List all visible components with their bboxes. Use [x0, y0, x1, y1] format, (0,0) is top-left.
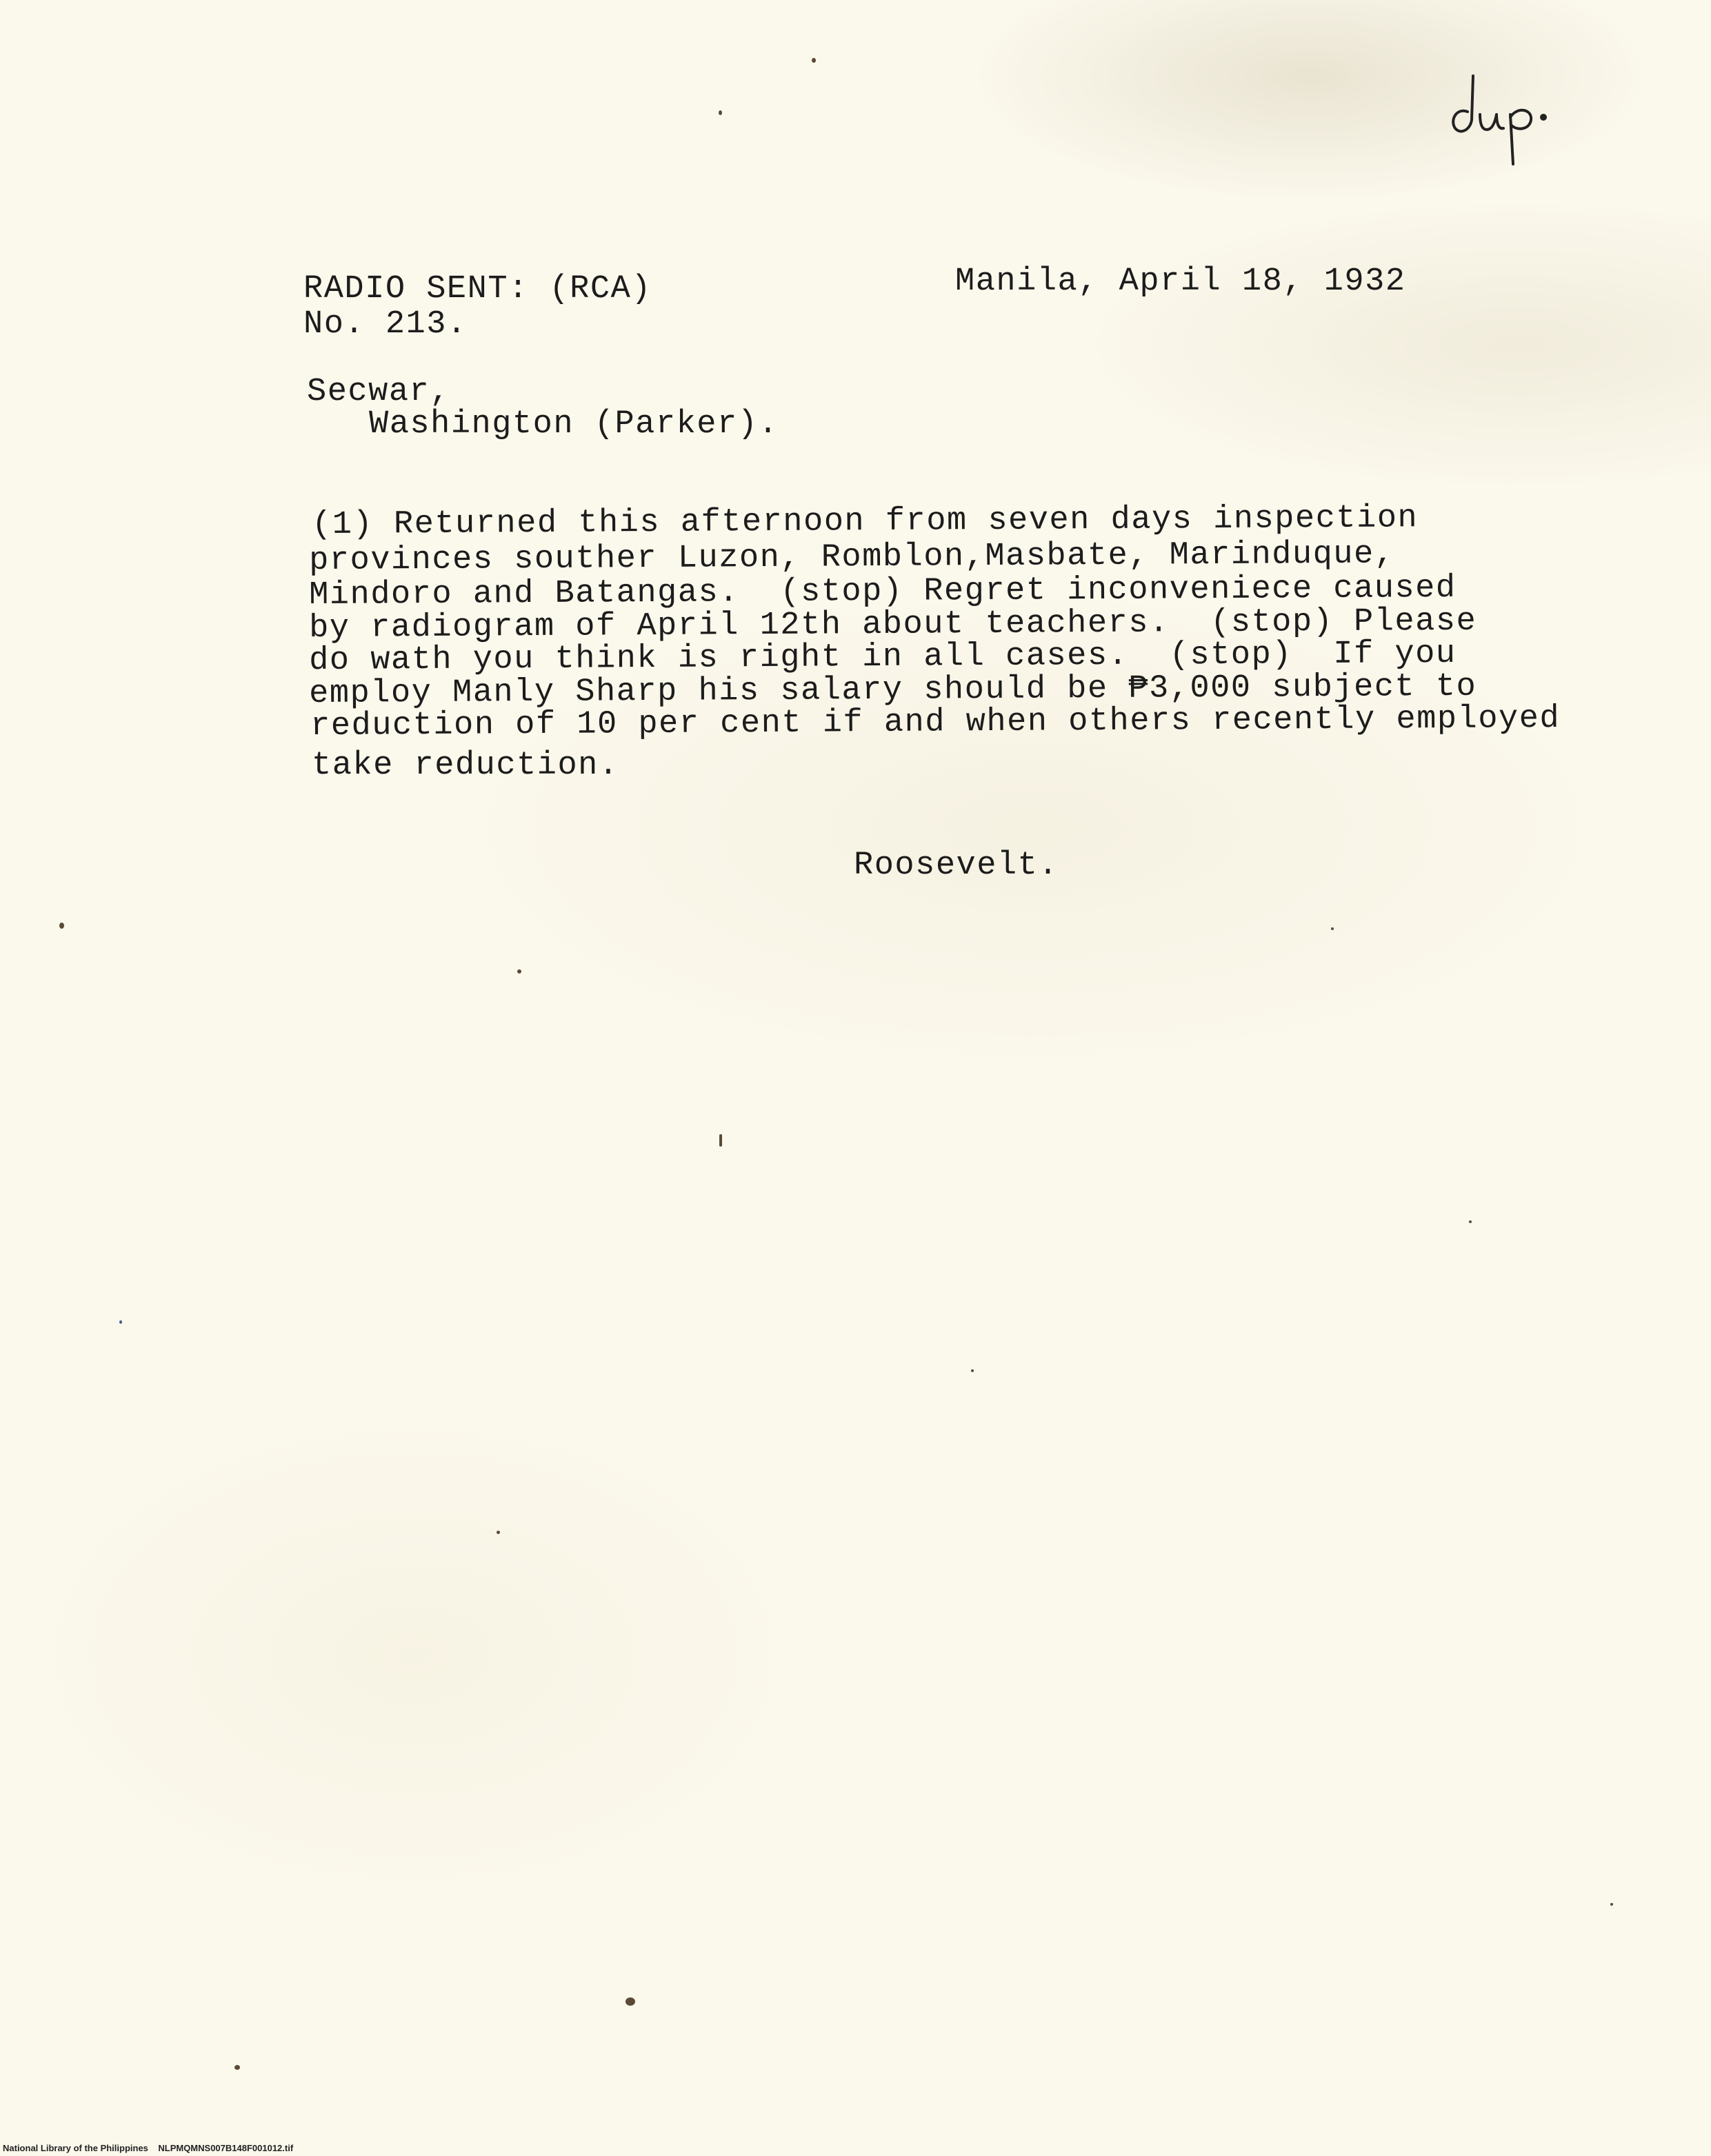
archive-stamp: National Library of the Philippines NLPMQMNS007B148F001012.tif	[3, 2143, 294, 2153]
paper-speck	[234, 2065, 240, 2070]
handwritten-annotation-icon	[1441, 48, 1572, 165]
paper-speck	[497, 1531, 500, 1534]
paper-speck	[719, 110, 722, 115]
radio-number: No. 213.	[303, 306, 468, 343]
paper-speck	[119, 1320, 122, 1324]
signature: Roosevelt.	[854, 847, 1059, 884]
addressee-line-1: Secwar,	[307, 374, 450, 410]
body-line: reduction of 10 per cent if and when others recently employed	[310, 700, 1561, 745]
radio-sent-heading: RADIO SENT: (RCA)	[303, 271, 652, 308]
body-line: employ Manly Sharp his salary should be ₱3,000 subject to	[308, 668, 1477, 712]
dateline: Manila, April 18, 1932	[955, 263, 1406, 300]
paper-speck	[1331, 927, 1334, 930]
body-line: take reduction.	[312, 747, 619, 784]
paper-speck	[1610, 1903, 1613, 1906]
paper-speck	[971, 1369, 974, 1372]
body-line: (1) Returned this afternoon from seven days inspection	[311, 500, 1419, 543]
paper-speck	[59, 923, 64, 929]
paper-speck	[517, 969, 521, 974]
paper-speck	[812, 58, 816, 63]
addressee-line-2: Washington (Parker).	[369, 406, 779, 443]
body-line: Mindoro and Batangas. (stop) Regret inconveniece caused	[308, 570, 1457, 614]
body-line: provinces souther Luzon, Romblon,Masbate, Marinduque,	[308, 536, 1395, 579]
paper-speck	[719, 1134, 722, 1147]
body-line: by radiogram of April 12th about teachers. (stop) Please	[308, 603, 1477, 647]
paper-speck	[1469, 1220, 1472, 1223]
body-line: do wath you think is right in all cases. (stop) If you	[308, 635, 1457, 679]
paper-speck	[626, 1997, 635, 2006]
